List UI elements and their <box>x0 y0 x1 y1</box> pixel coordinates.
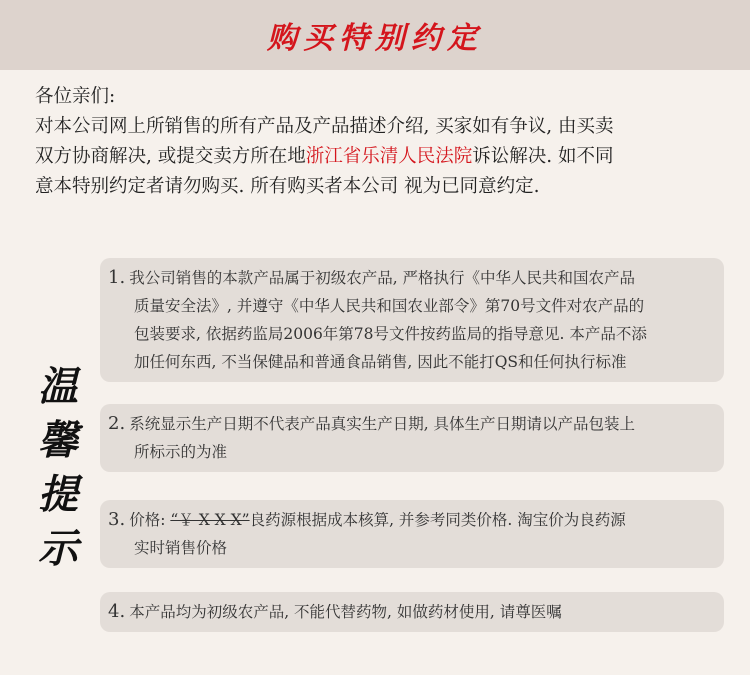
page-title: 购买特别约定 <box>267 21 483 56</box>
court-name: 浙江省乐清人民法院 <box>305 146 473 167</box>
notice-text: 价格: <box>129 511 171 529</box>
intro-paragraph <box>35 82 735 202</box>
header-banner <box>0 0 750 70</box>
notice-box-2 <box>100 404 724 472</box>
notice-number: 4. <box>108 601 126 622</box>
notice-text: 系统显示生产日期不代表产品真实生产日期, 具体生产日期请以产品包装上 <box>129 415 636 433</box>
crossed-out-price: “￥ X X X” <box>170 511 250 529</box>
notice-1-line-2: 质量安全法》, 并遵守《中华人民共和国农业部令》第70号文件对农产品的 <box>134 297 645 315</box>
notice-1-line-1 <box>108 264 714 292</box>
notice-number: 2. <box>108 413 126 434</box>
notice-text: 本产品均为初级农产品, 不能代替药物, 如做药材使用, 请尊医嘱 <box>129 603 562 621</box>
notice-box-4 <box>100 592 724 632</box>
notice-1-line-4: 加任何东西, 不当保健品和普通食品销售, 因此不能打QS和任何执行标准 <box>134 353 627 371</box>
intro-line-1: 对本公司网上所销售的所有产品及产品描述介绍, 买家如有争议, 由买卖 <box>35 116 614 137</box>
side-title-char: 示 <box>38 525 78 572</box>
notice-4-line-1 <box>108 598 714 626</box>
intro-line-2-after: 诉讼解决. 如不同 <box>472 146 614 167</box>
notice-2-line-2: 所标示的为准 <box>134 443 228 461</box>
notice-box-3 <box>100 500 724 568</box>
notice-text: 我公司销售的本款产品属于初级农产品, 严格执行《中华人民共和国农产品 <box>129 269 636 287</box>
notice-number: 1. <box>108 267 126 288</box>
notice-3-line-1 <box>108 506 714 534</box>
intro-greeting: 各位亲们: <box>35 86 116 107</box>
side-title-char: 馨 <box>38 417 78 464</box>
notice-text: 良药源根据成本核算, 并参考同类价格. 淘宝价为良药源 <box>249 511 626 529</box>
notice-number: 3. <box>108 509 126 530</box>
notice-1-line-3: 包装要求, 依据药监局2006年第78号文件按药监局的指导意见. 本产品不添 <box>134 325 647 343</box>
warm-reminder-title <box>28 360 88 576</box>
side-title-char: 温 <box>38 363 78 410</box>
side-title-char: 提 <box>38 471 78 518</box>
notice-3-line-2: 实时销售价格 <box>134 539 228 557</box>
notice-box-1 <box>100 258 724 382</box>
intro-line-3: 意本特别约定者请勿购买. 所有购买者本公司 视为已同意约定. <box>35 176 540 197</box>
intro-line-2-before: 双方协商解决, 或提交卖方所在地 <box>35 146 306 167</box>
intro-line-2 <box>35 142 735 172</box>
notice-2-line-1 <box>108 410 714 438</box>
